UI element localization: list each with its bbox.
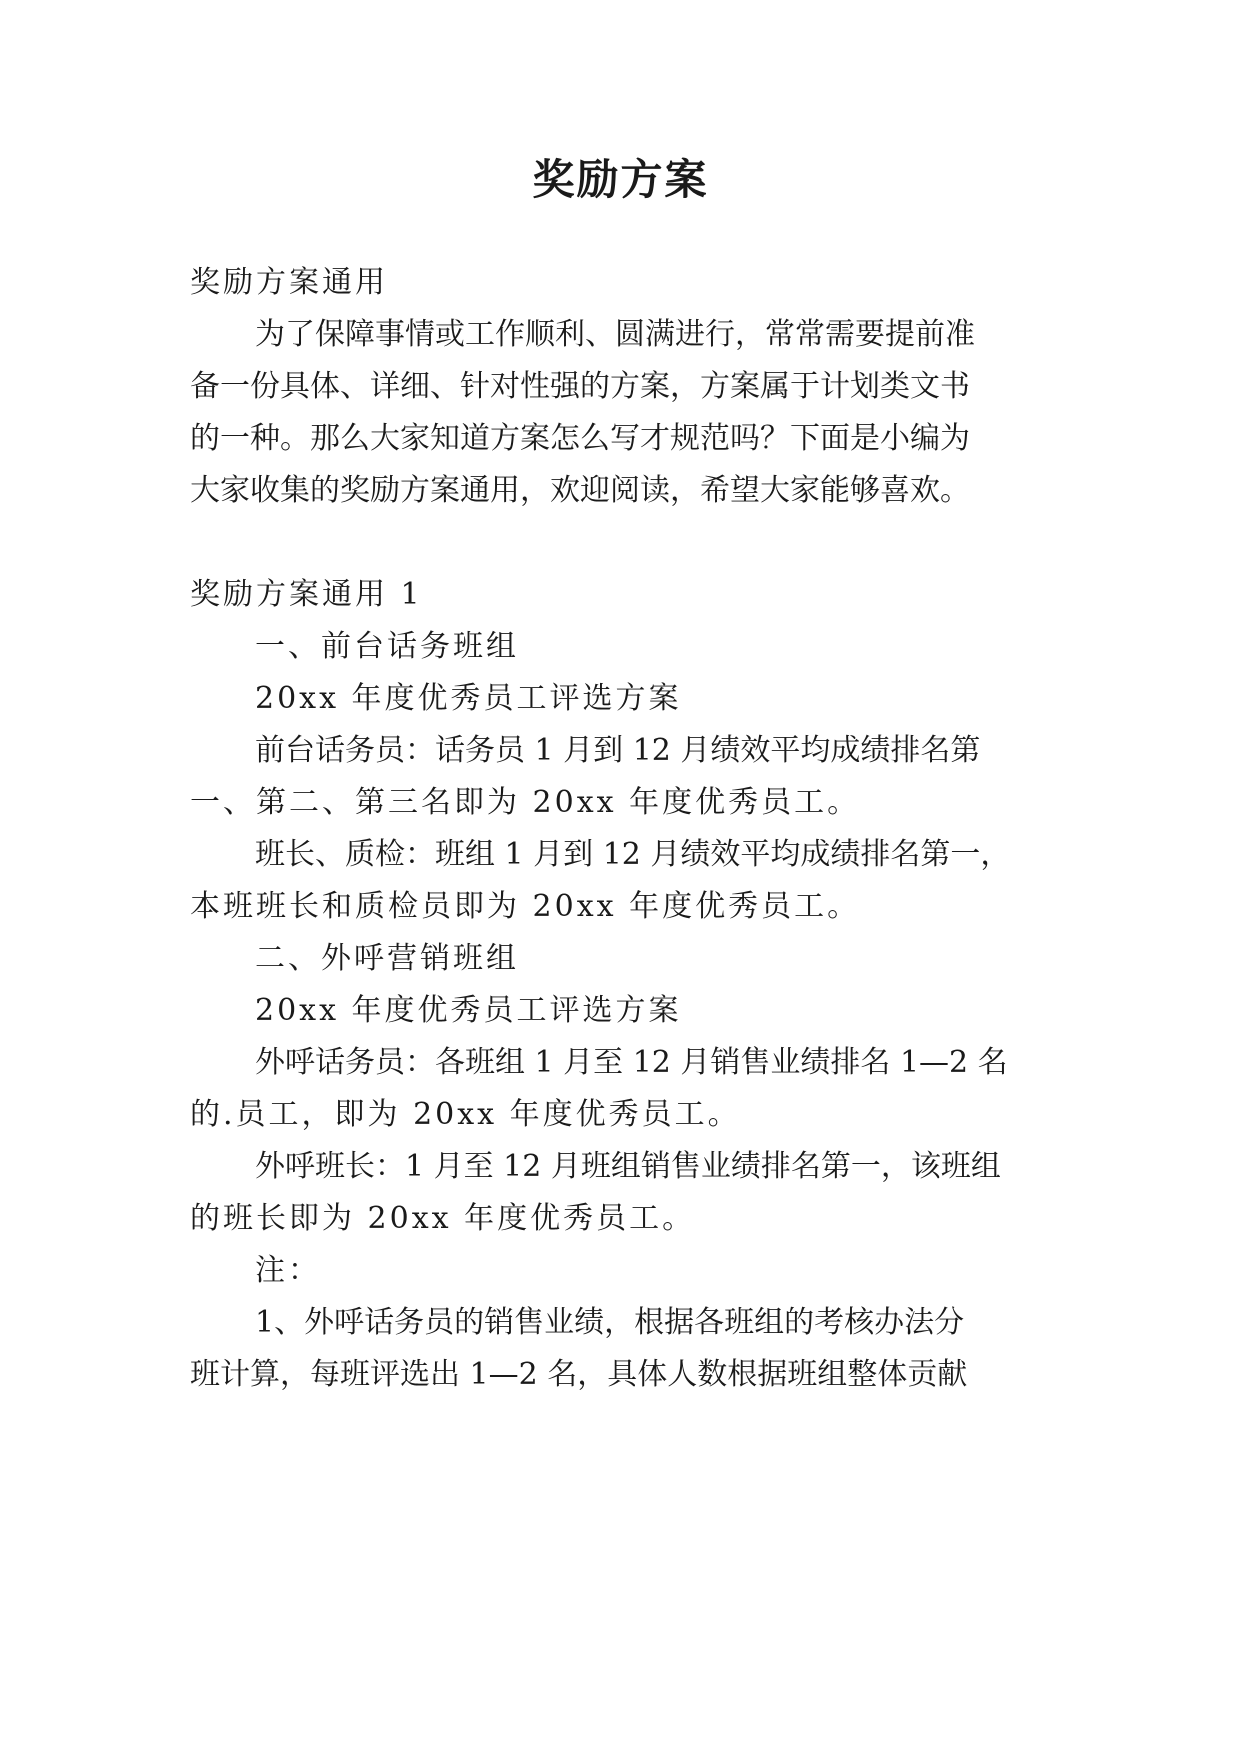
note-label: 注： [255, 1253, 321, 1288]
paragraph-line: 前台话务员：话务员 1 月到 12 月绩效平均成绩排名第 [255, 733, 981, 768]
paragraph-line: 班计算，每班评选出 1—2 名，具体人数根据班组整体贡献 [190, 1357, 968, 1392]
paragraph-line: 班长、质检：班组 1 月到 12 月绩效平均成绩排名第一， [255, 837, 1011, 872]
paragraph-line: 备一份具体、详细、针对性强的方案，方案属于计划类文书 [190, 369, 970, 404]
paragraph-line: 的.员工，即为 20xx 年度优秀员工。 [190, 1097, 741, 1132]
paragraph-line: 的一种。那么大家知道方案怎么写才规范吗？下面是小编为 [190, 421, 970, 456]
paragraph-line: 外呼话务员：各班组 1 月至 12 月销售业绩排名 1—2 名 [255, 1045, 1008, 1080]
section-heading: 奖励方案通用 1 [190, 577, 423, 612]
paragraph-line: 20xx 年度优秀员工评选方案 [255, 993, 682, 1028]
document-title: 奖励方案 [532, 155, 709, 204]
subsection-heading: 二、外呼营销班组 [255, 941, 519, 976]
paragraph-line: 的班长即为 20xx 年度优秀员工。 [190, 1201, 696, 1236]
paragraph-line: 为了保障事情或工作顺利、圆满进行，常常需要提前准 [255, 317, 975, 352]
paragraph-line: 本班班长和质检员即为 20xx 年度优秀员工。 [190, 889, 861, 924]
subsection-heading: 一、前台话务班组 [255, 629, 519, 664]
paragraph-line: 1、外呼话务员的销售业绩，根据各班组的考核办法分 [255, 1305, 965, 1340]
paragraph-line: 外呼班长：1 月至 12 月班组销售业绩排名第一，该班组 [255, 1149, 1001, 1184]
paragraph-line: 20xx 年度优秀员工评选方案 [255, 681, 682, 716]
paragraph-line: 一、第二、第三名即为 20xx 年度优秀员工。 [190, 785, 861, 820]
paragraph-line: 大家收集的奖励方案通用，欢迎阅读，希望大家能够喜欢。 [190, 473, 970, 508]
section-heading: 奖励方案通用 [190, 265, 388, 300]
